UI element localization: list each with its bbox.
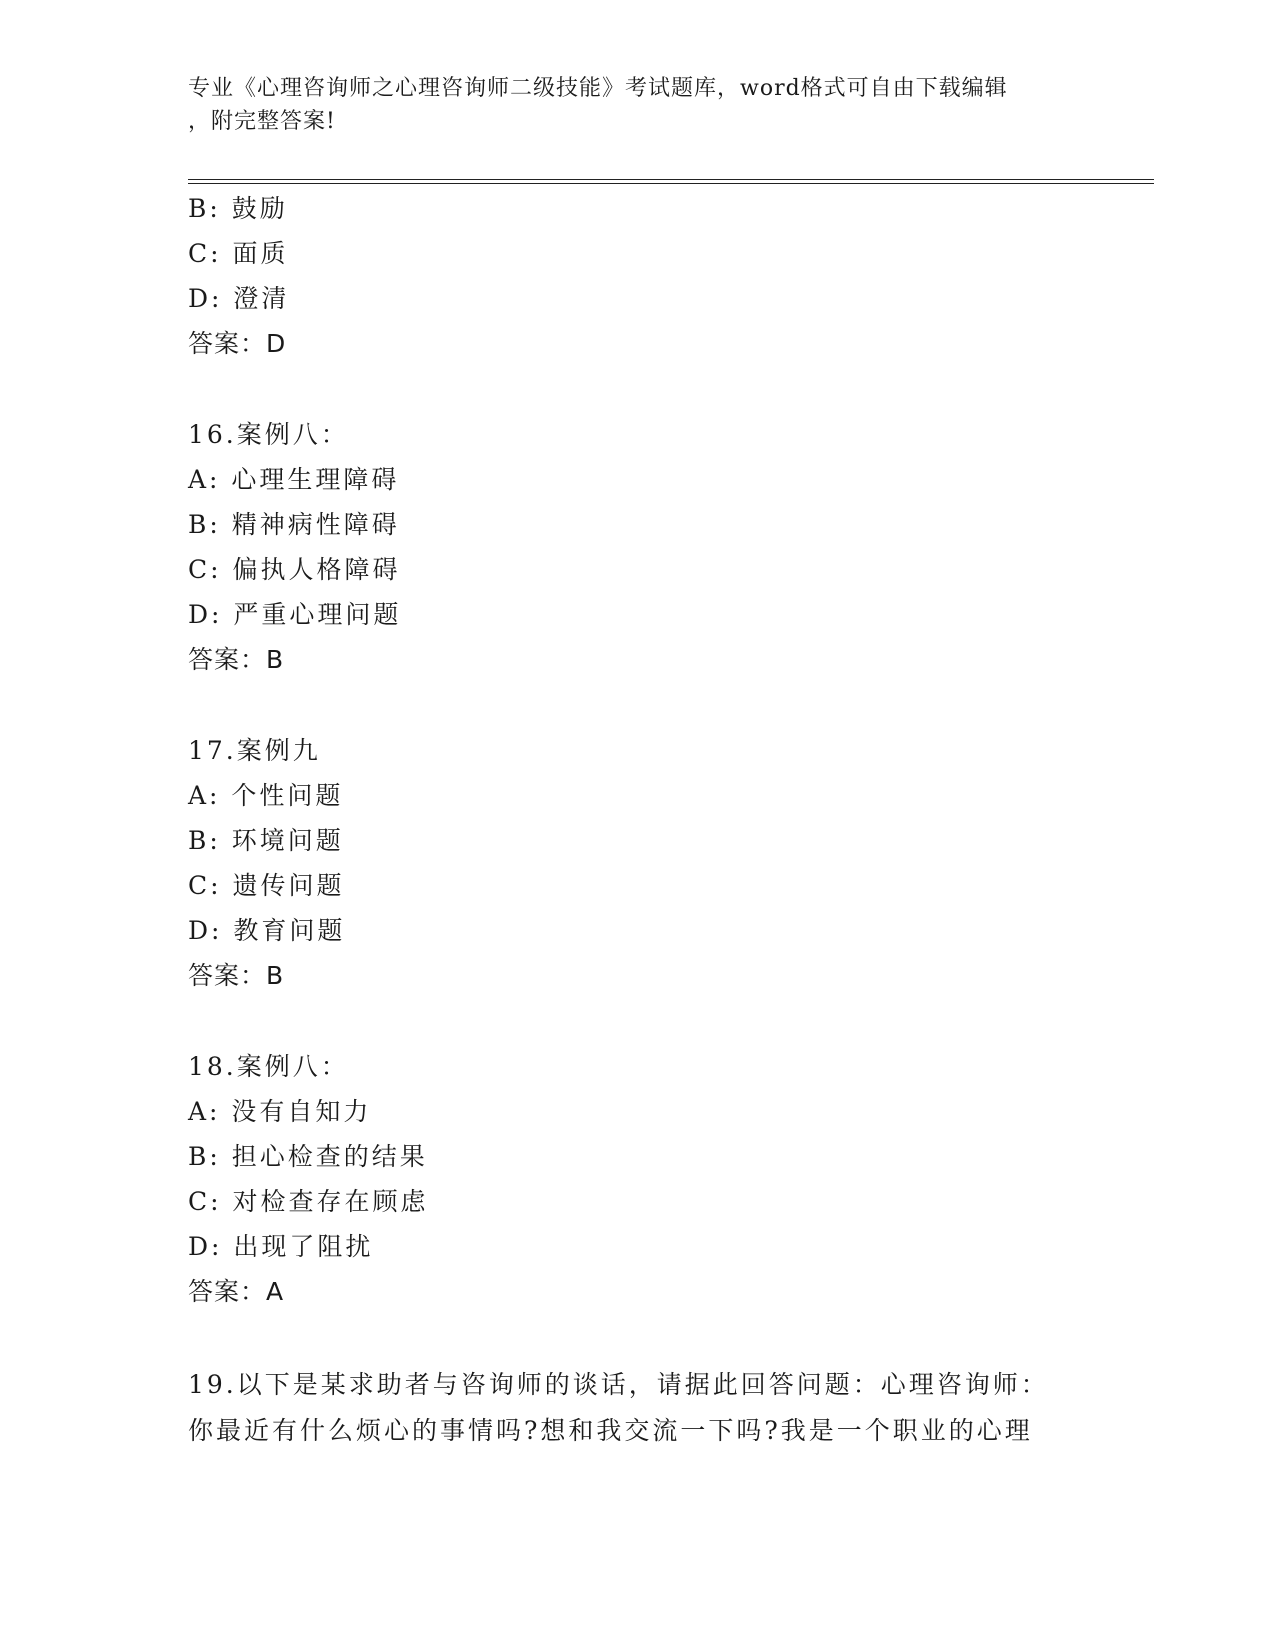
q17-option-b: B: 环境问题 [188, 826, 344, 855]
q15-option-d: D: 澄清 [188, 284, 290, 313]
q16-option-d: D: 严重心理问题 [188, 600, 402, 629]
header-line-2: ，附完整答案! [188, 109, 336, 134]
q17-option-c: C: 遗传问题 [188, 871, 345, 900]
q15-option-c: C: 面质 [188, 239, 289, 268]
q16-answer: 答案：B [188, 645, 285, 674]
q19-stem [188, 1362, 1049, 1454]
q15-answer: 答案：D [188, 329, 287, 358]
header-divider-bottom [188, 183, 1154, 184]
q15-option-b: B: 鼓励 [188, 194, 288, 223]
q16-option-a: A: 心理生理障碍 [188, 465, 400, 494]
q17-option-d: D: 教育问题 [188, 916, 346, 945]
q18-answer: 答案：A [188, 1277, 285, 1306]
q19-stem-line-2: 你最近有什么烦心的事情吗?想和我交流一下吗?我是一个职业的心理 [188, 1416, 1033, 1445]
q18-option-a: A: 没有自知力 [188, 1097, 372, 1126]
q16-option-b: B: 精神病性障碍 [188, 510, 400, 539]
q18-title: 18.案例八： [188, 1052, 349, 1081]
q19-stem-line-1: 19.以下是某求助者与咨询师的谈话，请据此回答问题：心理咨询师： [188, 1370, 1049, 1399]
q16-option-c: C: 偏执人格障碍 [188, 555, 401, 584]
q18-option-b: B: 担心检查的结果 [188, 1142, 428, 1171]
q17-answer: 答案：B [188, 961, 285, 990]
header-line-1: 专业《心理咨询师之心理咨询师二级技能》考试题库，word格式可自由下载编辑 [188, 76, 1008, 101]
q18-option-d: D: 出现了阻扰 [188, 1232, 374, 1261]
q17-option-a: A: 个性问题 [188, 781, 344, 810]
q16-title: 16.案例八： [188, 420, 349, 449]
header-divider-top [188, 179, 1154, 180]
document-header [188, 72, 1088, 138]
q18-option-c: C: 对检查存在顾虑 [188, 1187, 429, 1216]
q17-title: 17.案例九 [188, 736, 321, 765]
